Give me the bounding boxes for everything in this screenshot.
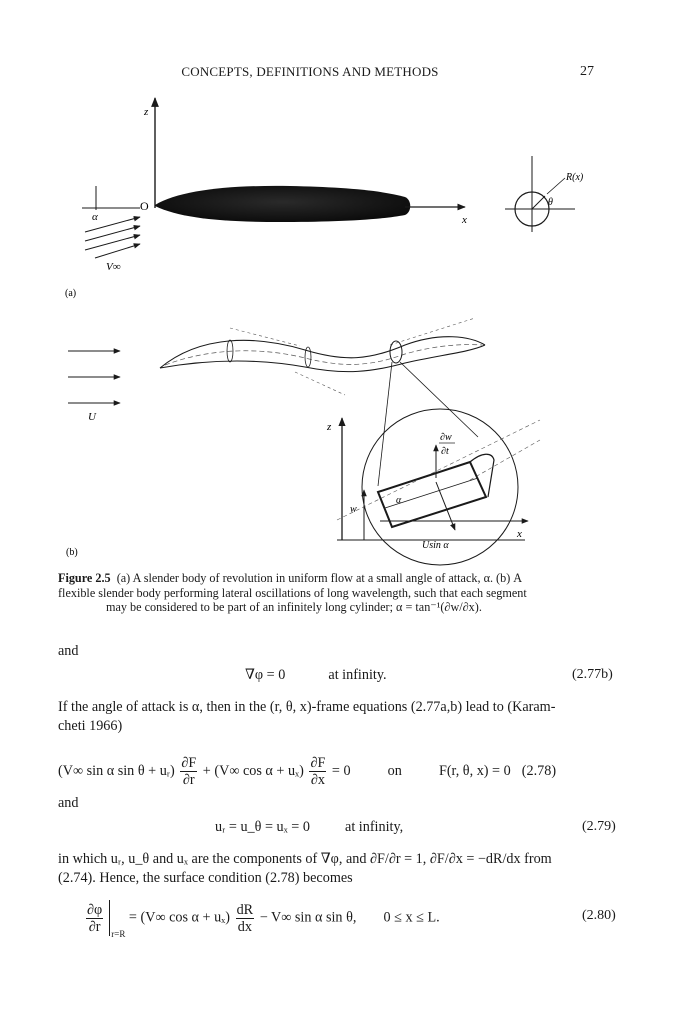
segment-ring-2 bbox=[305, 347, 311, 367]
eq280-frac2-den: dx bbox=[237, 918, 252, 935]
usin-label: Usin α bbox=[422, 540, 449, 551]
eq280-frac1 bbox=[86, 902, 103, 935]
segment-ring-3 bbox=[390, 341, 402, 363]
z-label-a: z bbox=[144, 106, 149, 118]
eq278-frac2-den: ∂x bbox=[310, 772, 325, 788]
eq280-range: 0 ≤ x ≤ L. bbox=[383, 909, 440, 926]
radius-line bbox=[532, 196, 545, 209]
eq-number-2-80: (2.80) bbox=[582, 908, 616, 923]
eq278-part2: + (V∞ cos α + uₓ) bbox=[202, 762, 304, 779]
panel-b bbox=[66, 318, 540, 565]
radius-leader bbox=[547, 178, 565, 194]
panel-a-label: (a) bbox=[65, 288, 77, 299]
caption-line-1: (a) A slender body of revolution in uniform flow at a small angle of attack, α. (b) A bbox=[116, 571, 523, 585]
paragraph-1-line-1: If the angle of attack is α, then in the (r, θ, x)-frame equations (2.77a,b) lead to (Karam- bbox=[58, 699, 556, 715]
tangent-dash-2 bbox=[295, 372, 345, 395]
zoom-dash-2 bbox=[470, 440, 540, 480]
tangent-dash-1 bbox=[230, 328, 300, 346]
vinf-label: V∞ bbox=[106, 261, 121, 273]
x-label-b: x bbox=[517, 528, 522, 540]
text-and-2: and bbox=[58, 795, 79, 811]
equation-2-77b bbox=[245, 667, 387, 684]
eq278-part1: (V∞ sin α sin θ + uᵣ) bbox=[58, 762, 175, 779]
eq278-on: on bbox=[387, 762, 402, 779]
text-and-1: and bbox=[58, 643, 79, 659]
page-number: 27 bbox=[580, 64, 594, 79]
slender-body bbox=[155, 186, 410, 222]
z-label-b: z bbox=[327, 421, 332, 433]
w-label: w bbox=[350, 504, 357, 515]
flex-body-upper bbox=[160, 337, 485, 368]
panel-a bbox=[65, 98, 584, 299]
flow-arrow-a4 bbox=[95, 244, 140, 258]
alpha-label-a: α bbox=[92, 211, 98, 223]
eq-number-2-77b: (2.77b) bbox=[572, 667, 613, 682]
eq280-eval-bar bbox=[109, 900, 110, 936]
flex-body-lower bbox=[160, 345, 485, 372]
zoom-dash-1 bbox=[337, 420, 540, 520]
eq278-frac1-den: ∂r bbox=[182, 772, 195, 788]
dwdt-den: ∂t bbox=[441, 446, 449, 457]
caption-line-2: flexible slender body performing lateral oscillations of long wavelength, such that each segment bbox=[58, 585, 527, 600]
eq278-frac1-num: ∂F bbox=[181, 755, 197, 771]
equation-2-80 bbox=[84, 900, 440, 940]
paragraph-1-line-2: cheti 1966) bbox=[58, 718, 123, 734]
cylinder-segment bbox=[378, 462, 486, 527]
eq280-frac1-num: ∂φ bbox=[87, 901, 103, 918]
x-label-a: x bbox=[462, 214, 467, 226]
zoom-line-right bbox=[400, 362, 478, 437]
figure-caption bbox=[58, 571, 644, 615]
eq280-part2: − V∞ sin α sin θ, bbox=[259, 909, 357, 926]
paragraph-2-line-1: in which uᵣ, u_θ and uₓ are the components of ∇φ, and ∂F/∂r = 1, ∂F/∂x = −dR/dx from bbox=[58, 851, 552, 867]
eq278-part3: = 0 bbox=[331, 762, 351, 779]
paragraph-2 bbox=[58, 850, 648, 888]
flow-arrow-a3 bbox=[85, 235, 140, 250]
eq278-rhs: F(r, θ, x) = 0 bbox=[438, 762, 511, 779]
eq278-frac2-num: ∂F bbox=[310, 755, 326, 771]
eq280-eval: r=R bbox=[111, 929, 126, 940]
flow-arrow-a2 bbox=[85, 226, 140, 241]
eq-number-2-79: (2.79) bbox=[582, 819, 616, 834]
caption-label: Figure 2.5 bbox=[58, 571, 111, 585]
paragraph-1 bbox=[58, 698, 648, 736]
eq278-frac2 bbox=[309, 755, 326, 788]
dwdt-num: ∂w bbox=[440, 432, 452, 443]
zoom-line-left bbox=[378, 362, 392, 486]
eq280-frac2-num: dR bbox=[236, 901, 254, 918]
eq279-cond: at infinity, bbox=[345, 819, 404, 835]
panel-b-label: (b) bbox=[66, 547, 78, 558]
running-header: CONCEPTS, DEFINITIONS AND METHODS bbox=[181, 64, 439, 79]
paragraph-2-line-2: (2.74). Hence, the surface condition (2.78) becomes bbox=[58, 870, 353, 886]
caption-line-3: may be considered to be part of an infinitely long cylinder; α = tan⁻¹(∂w/∂x). bbox=[106, 600, 482, 614]
alpha-label-b: α bbox=[396, 495, 402, 506]
eq280-frac1-den: ∂r bbox=[88, 918, 101, 935]
theta-label: θ bbox=[548, 197, 553, 208]
radius-label: R(x) bbox=[566, 172, 584, 183]
usin-arrow bbox=[436, 482, 455, 530]
eq277b-lhs: ∇φ = 0 bbox=[245, 667, 286, 683]
origin-label: O bbox=[140, 199, 149, 213]
u-label: U bbox=[88, 411, 96, 423]
eq280-part1: = (V∞ cos α + uₓ) bbox=[128, 909, 231, 926]
eq280-frac2 bbox=[236, 902, 255, 935]
tangent-dash-3 bbox=[390, 318, 475, 345]
eq279-lhs: uᵣ = u_θ = uₓ = 0 bbox=[215, 819, 310, 835]
equation-2-79 bbox=[215, 819, 403, 836]
equation-2-78 bbox=[58, 755, 556, 788]
eq278-frac1 bbox=[180, 755, 197, 788]
eq277b-cond: at infinity. bbox=[328, 667, 387, 683]
eq-number-2-78: (2.78) bbox=[521, 762, 557, 779]
